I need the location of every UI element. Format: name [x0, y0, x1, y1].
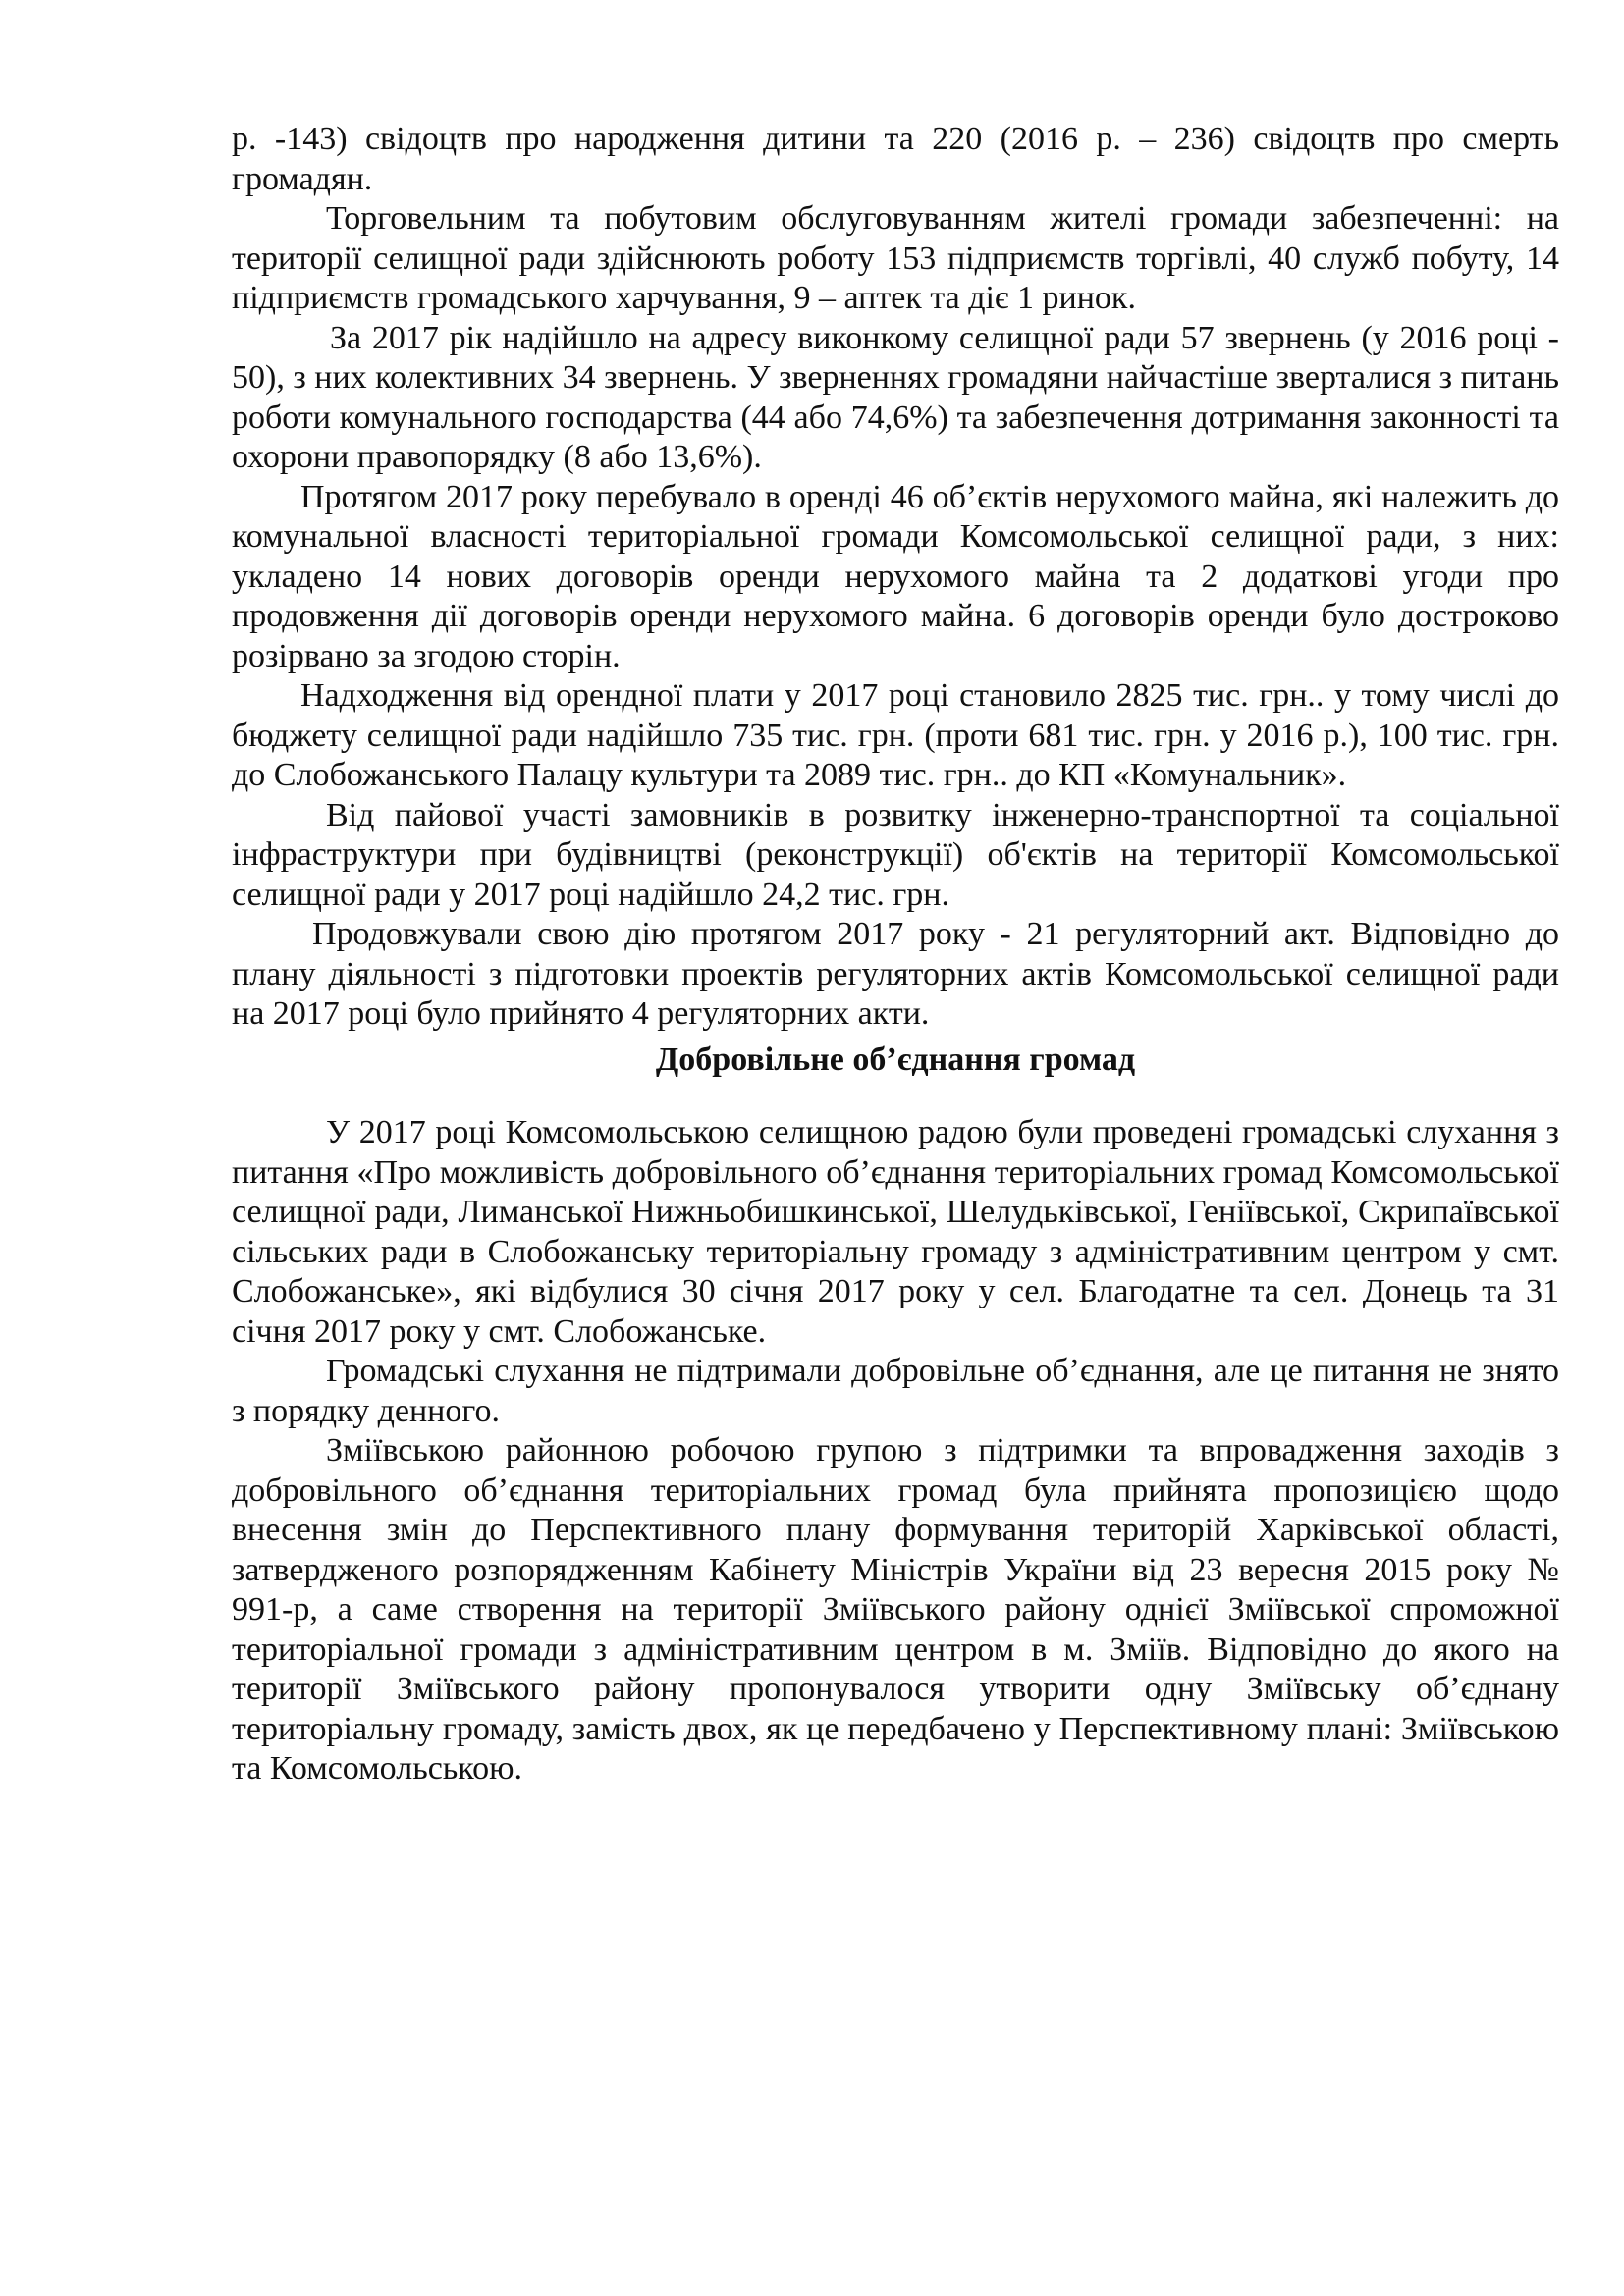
paragraph-infrastructure-share: Від пайової участі замовників в розвитку інженерно-транспортної та соціальної інфраструктури при будівництві (реконструкції) об'єктів на території Комсомольської селищної ради у 2017 році надійшло 24,2 тис. грн. [232, 796, 1559, 913]
paragraph-regulatory-acts: Продовжували свою дію протягом 2017 року - 21 регуляторний акт. Відповідно до плану діяльності з підготовки проектів регуляторних актів Комсомольської селищної ради на 2017 році було прийнято 4 регуляторних акти. [232, 916, 1559, 1032]
paragraph-trade-services: Торговельним та побутовим обслуговуванням жителі громади забезпеченні: на території селищної ради здійснюють роботу 153 підприємств торгівлі, 40 служб побуту, 14 підприємств громадського харчування, 9 – аптек та діє 1 ринок. [232, 200, 1559, 316]
paragraph-appeals: За 2017 рік надійшло на адресу виконкому селищної ради 57 звернень (у 2016 році - 50), з них колективних 34 звернень. У зверненнях громадяни найчастіше зверталися з питань роботи комунального господарства (44 або 74,6%) та забезпечення дотримання законності та охорони правопорядку (8 або 13,6%). [232, 319, 1559, 475]
paragraph-lease-objects: Протягом 2017 року перебувало в оренді 46 об’єктів нерухомого майна, які належить до комунальної власності територіальної громади Комсомольської селищної ради, з них: укладено 14 нових договорів оренди нерухомого майна та 2 додаткові угоди про продовження дії договорів оренди нерухомого майна. 6 договорів оренди було достроково розірвано за згодою сторін. [232, 478, 1559, 674]
paragraph-hearings-result: Громадські слухання не підтримали добровільне об’єднання, але це питання не знято з порядку денного. [232, 1353, 1559, 1429]
paragraph-rent-income: Надходження від орендної плати у 2017 році становило 2825 тис. грн.. у тому числі до бюджету селищної ради надійшло 735 тис. грн. (проти 681 тис. грн. у 2016 р.), 100 тис. грн. до Слобожанського Палацу культури та 2089 тис. грн.. до КП «Комунальник». [232, 677, 1559, 793]
document-page [232, 120, 1559, 1789]
paragraph-working-group: Зміївською районною робочою групою з підтримки та впровадження заходів з добровільного об’єднання територіальних громад була прийнята пропозицією щодо внесення змін до Перспективного плану формування територій Харківської області, затвердженого розпорядженням Кабінету Міністрів України від 23 вересня 2015 року № 991-р, а саме створення на території Зміївського району однієї Зміївської спроможної територіальної громади з адміністративним центром в м. Зміїв. Відповідно до якого на території Зміївського району пропонувалося утворити одну Зміївську об’єднану територіальну громаду, замість двох, як це передбачено у Перспективному плані: Зміївською та Комсомольською. [232, 1432, 1559, 1787]
paragraph-public-hearings: У 2017 році Комсомольською селищною радою були проведені громадські слухання з питання «Про можливість добровільного об’єднання територіальних громад Комсомольської селищної ради, Лиманської Нижньобишкинської, Шелудьківської, Геніївської, Скрипаївської сільських ради в Слобожанську територіальну громаду з адміністративним центром у смт. Слобожанське», які відбулися 30 січня 2017 року у сел. Благодатне та сел. Донець та 31 січня 2017 року у смт. Слобожанське. [232, 1114, 1559, 1350]
paragraph-certificates: р. -143) свідоцтв про народження дитини та 220 (2016 р. – 236) свідоцтв про смерть громадян. [232, 121, 1559, 197]
section-heading: Добровільне об’єднання громад [655, 1041, 1136, 1078]
